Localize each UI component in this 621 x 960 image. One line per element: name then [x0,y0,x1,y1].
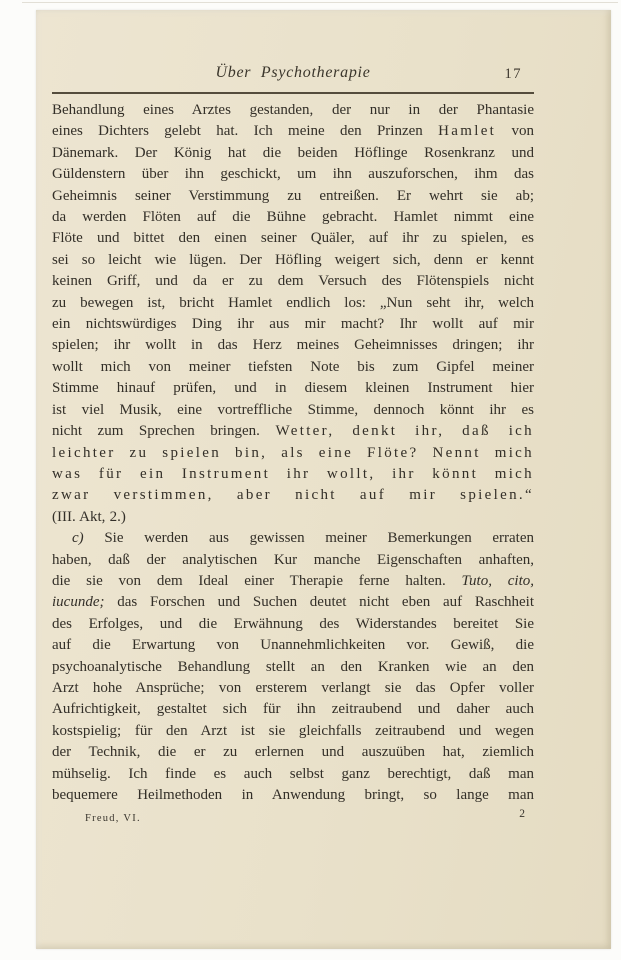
text-run: Flöte und bittet den einen seiner Quäler, auf ihr zu spielen, es [52,230,534,247]
text-line [52,421,534,442]
page-sheet [36,10,611,949]
text-block [52,10,534,824]
text-line [52,699,534,720]
text-line [52,742,534,763]
text-line [52,485,534,506]
text-line [52,100,534,121]
text-run: spielen; ihr wollt in das Herz meines Geheimnisses dringen; ihr [52,337,534,354]
letterspaced-text: leichter zu spielen bin, als eine Flöte? Nennt mich [52,444,534,461]
letterspaced-text: Hamlet [438,123,497,140]
text-run: eines Dichters gelebt hat. Ich meine den Prinzen [52,123,439,140]
running-header-title: Über Psychotherapie [215,64,371,81]
letterspaced-text: Wetter, denkt ihr, daß ich [275,423,534,440]
text-line [52,721,534,742]
page-footer [52,808,534,824]
text-line [52,764,534,785]
text-run: der Technik, die er zu erlernen und auszuüben hat, ziemlich [52,744,534,761]
text-run: keinen Griff, und da er zu dem Versuch des Flötenspiels nicht [52,273,534,290]
text-run: des Erfolges, und die Erwähnung des Widerstandes bereitet Sie [52,615,534,632]
text-line [52,164,534,185]
text-line [52,400,534,421]
scan-edge-artifact [22,2,618,3]
text-line [52,357,534,378]
text-run: Dänemark. Der König hat die beiden Höflinge Rosenkranz und [52,144,534,161]
text-run: zu bewegen ist, bricht Hamlet endlich los: „Nun seht ihr, welch [52,294,534,311]
text-run: nicht zum Sprechen bringen. [52,423,276,440]
text-line [52,378,534,399]
italic-text: Tuto, cito, [461,572,534,589]
text-run: Sie werden aus gewissen meiner Bemerkungen erraten [83,530,534,547]
text-run: da werden Flöten auf die Bühne gebracht. Hamlet nimmt eine [52,209,534,226]
text-run: Aufrichtigkeit, gestaltet sich für ihn zeitraubend und daher auch [52,701,534,718]
text-line [52,507,534,528]
text-run: psychoanalytische Behandlung stellt an den Kranken wie an den [52,658,534,675]
text-run: von [496,123,534,140]
header-rule [52,92,534,94]
paragraph [52,528,534,806]
text-run: Güldenstern über ihn geschickt, um ihn auszuforschen, ihm das [52,166,534,183]
text-run: (III. Akt, 2.) [52,508,126,525]
text-run: mühselig. Ich finde es auch selbst ganz berechtigt, daß man [52,765,534,782]
text-line [52,271,534,292]
text-run: Geheimnis seiner Verstimmung zu entreißen. Er wehrt sie ab; [52,187,534,204]
text-line [52,143,534,164]
text-line [52,635,534,656]
text-run: wollt mich von meiner tiefsten Note bis zum Gipfel meiner [52,358,534,375]
letterspaced-text: zwar verstimmen, aber nicht auf mir spielen.“ [52,487,534,504]
italic-text: iucunde; [52,594,105,611]
text-line [52,614,534,635]
text-line [52,207,534,228]
text-line [52,121,534,142]
text-run: haben, daß der analytischen Kur manche Eigenschaften anhaften, [52,551,534,568]
text-line [52,250,534,271]
text-line [52,528,534,549]
body-text [52,100,534,806]
text-run: ein nichtswürdiges Ding ihr aus mir macht? Ihr wollt auf mir [52,316,534,333]
signature-mark: Freud, VI. [85,813,141,825]
paragraph [52,100,534,528]
text-line [52,314,534,335]
text-run: ist viel Musik, eine vortreffliche Stimme, dennoch könnt ihr es [52,401,534,418]
text-line [52,550,534,571]
text-line [52,678,534,699]
text-run: Behandlung eines Arztes gestanden, der nur in der Phantasie [52,102,534,118]
page-number: 17 [504,66,522,82]
text-line [52,228,534,249]
text-line [52,186,534,207]
sheet-number: 2 [519,808,525,821]
text-run: sei so leicht wie lügen. Der Höfling weigert sich, denn er kennt [52,251,534,268]
text-line [52,657,534,678]
italic-text: c) [72,530,84,547]
text-line [52,464,534,485]
text-line [52,293,534,314]
text-run: das Forschen und Suchen deutet nicht eben auf Raschheit [104,594,534,611]
running-header [52,64,534,88]
text-line [52,571,534,592]
text-run: auf die Erwartung von Unannehmlichkeiten vor. Gewiß, die [52,637,534,654]
text-line [52,592,534,613]
text-run: kostspielig; für den Arzt ist sie gleichfalls zeitraubend und wegen [52,722,534,739]
letterspaced-text: was für ein Instrument ihr wollt, ihr könnt mich [52,465,534,482]
text-line [52,335,534,356]
text-run: Stimme hinauf prüfen, und in diesem kleinen Instrument hier [52,380,534,397]
text-line [52,785,534,806]
text-run: bequemere Heilmethoden in Anwendung bringt, so lange man [52,787,534,803]
text-run: die sie von dem Ideal einer Therapie ferne halten. [52,572,462,589]
text-line [52,443,534,464]
text-run: Arzt hohe Ansprüche; von ersterem verlangt sie das Opfer voller [52,679,534,696]
